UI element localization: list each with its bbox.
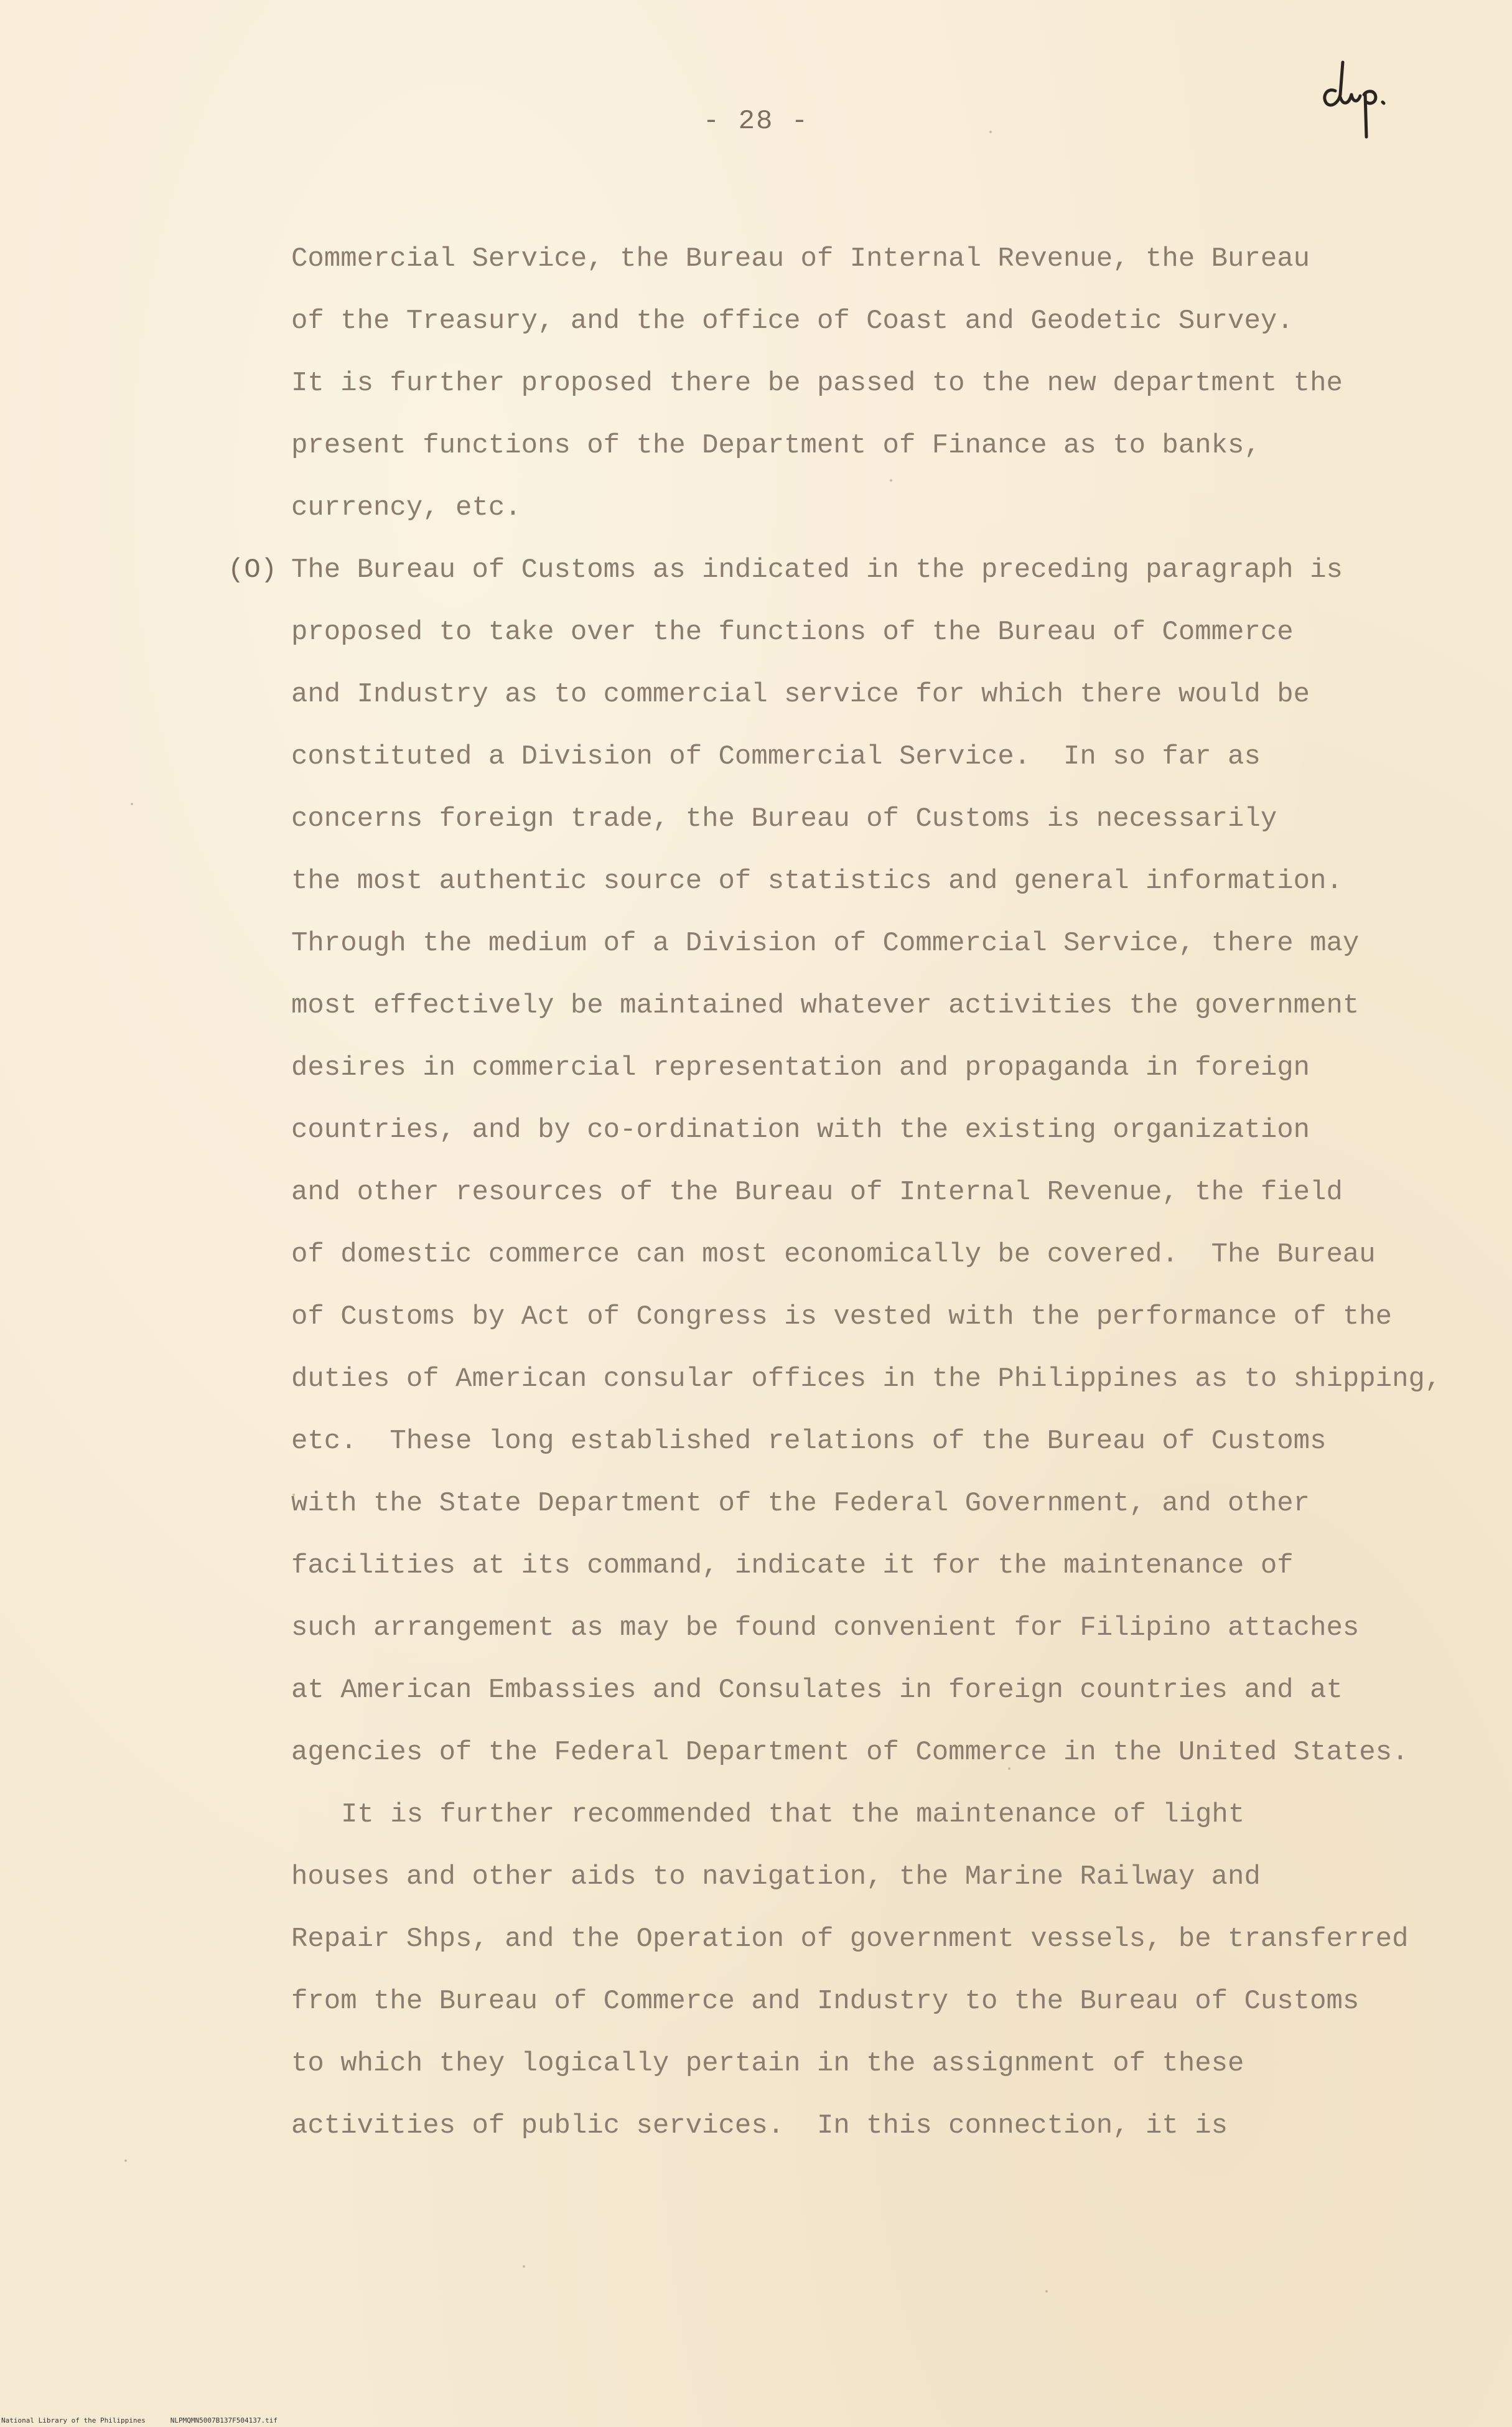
text-line: with the State Department of the Federal Government, and other: [291, 1488, 1310, 1519]
scan-footer: [1, 2416, 302, 2425]
paper-speck: [523, 2265, 525, 2268]
paper-speck: [989, 131, 992, 133]
text-line: activities of public services. In this connection, it is: [291, 2110, 1228, 2141]
paper-speck: [1045, 2290, 1048, 2293]
text-line: at American Embassies and Consulates in foreign countries and at: [291, 1675, 1343, 1706]
text-line: constituted a Division of Commercial Service. In so far as: [291, 741, 1261, 772]
text-line: Repair Shps, and the Operation of government vessels, be transferred: [291, 1924, 1409, 1955]
section-marker: (O): [228, 554, 278, 586]
text-line: the most authentic source of statistics and general information.: [291, 866, 1343, 897]
text-line: It is further recommended that the maintenance of light: [341, 1799, 1245, 1830]
text-line: houses and other aids to navigation, the Marine Railway and: [291, 1861, 1261, 1892]
text-line: countries, and by co-ordination with the existing organization: [291, 1115, 1310, 1146]
paper-speck: [124, 2159, 127, 2162]
text-line: of domestic commerce can most economically be covered. The Bureau: [291, 1239, 1376, 1270]
text-line: currency, etc.: [291, 492, 521, 523]
text-line: facilities at its command, indicate it for the maintenance of: [291, 1550, 1294, 1581]
text-line: Through the medium of a Division of Commercial Service, there may: [291, 928, 1360, 959]
archive-label: National Library of the Philippines: [1, 2416, 146, 2425]
text-line: from the Bureau of Commerce and Industry to the Bureau of Customs: [291, 1986, 1360, 2017]
text-line: such arrangement as may be found convenient for Filipino attaches: [291, 1612, 1360, 1644]
text-line: to which they logically pertain in the assignment of these: [291, 2048, 1244, 2079]
text-line: Commercial Service, the Bureau of Internal Revenue, the Bureau: [291, 243, 1310, 274]
text-line: agencies of the Federal Department of Commerce in the United States.: [291, 1737, 1409, 1768]
text-line: etc. These long established relations of the Bureau of Customs: [291, 1426, 1327, 1457]
text-line: and Industry as to commercial service for which there would be: [291, 679, 1310, 710]
page-number: - 28 -: [702, 106, 810, 137]
paper-speck: [1008, 1767, 1010, 1770]
text-line: concerns foreign trade, the Bureau of Customs is necessarily: [291, 803, 1277, 835]
text-line: It is further proposed there be passed to the new department the: [291, 368, 1343, 399]
text-line: proposed to take over the functions of the Bureau of Commerce: [291, 617, 1294, 648]
text-line: of Customs by Act of Congress is vested with the performance of the: [291, 1301, 1393, 1332]
text-line: present functions of the Department of Finance as to banks,: [291, 430, 1261, 461]
text-line: of the Treasury, and the office of Coast and Geodetic Survey.: [291, 306, 1294, 337]
text-line: duties of American consular offices in the Philippines as to shipping,: [291, 1363, 1442, 1395]
text-line: The Bureau of Customs as indicated in the preceding paragraph is: [291, 554, 1343, 586]
file-label: NLPMQMN5007B137F504137.tif: [170, 2416, 278, 2425]
text-line: and other resources of the Bureau of Internal Revenue, the field: [291, 1177, 1343, 1208]
document-body: [291, 228, 1442, 2157]
handwritten-annotation: [1313, 37, 1419, 149]
text-line: most effectively be maintained whatever activities the government: [291, 990, 1360, 1021]
paper-speck: [131, 803, 133, 805]
paper-speck: [890, 479, 892, 482]
text-line: desires in commercial representation and propaganda in foreign: [291, 1052, 1310, 1083]
paper-speck: [292, 1494, 295, 1496]
